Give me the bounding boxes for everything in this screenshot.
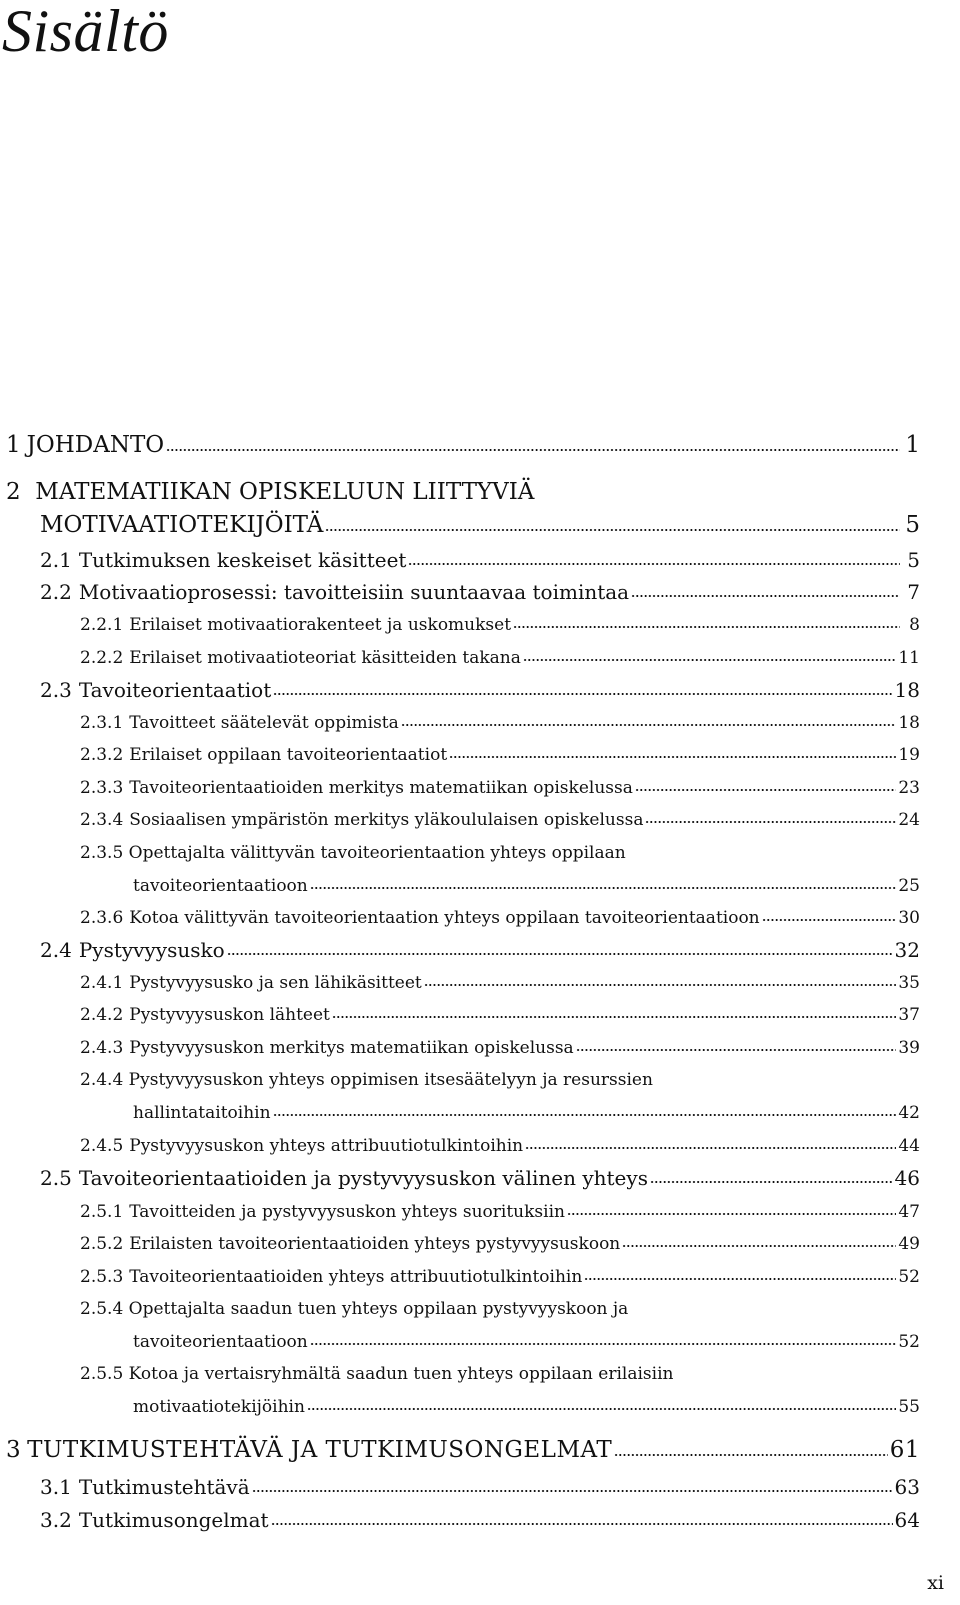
toc-entry-page: 42 (898, 1103, 920, 1123)
toc-entry-page: 55 (898, 1397, 920, 1417)
toc-entry-title: Pystyvyysuskon lähteet (129, 1005, 330, 1025)
toc-entry-title: hallintataitoihin (133, 1103, 271, 1123)
toc-entry-page: 64 (894, 1508, 920, 1532)
dot-leader (622, 1242, 896, 1250)
toc-entry-title: Kotoa välittyvän tavoiteorientaation yhteys oppilaan tavoiteorientaatioon (129, 908, 760, 928)
toc-entry-page: 46 (894, 1166, 920, 1190)
toc-entry-title: Tavoiteorientaatioiden yhteys attribuutiotulkintoihin (129, 1267, 583, 1287)
toc-entry-title: tavoiteorientaatioon (133, 876, 308, 896)
toc-entry-title: Tutkimustehtävä (78, 1475, 250, 1499)
toc-entry-2-4-4-line1 (80, 1070, 653, 1090)
toc-entry-page: 61 (889, 1437, 920, 1463)
toc-entry-number: 2.2.2 (80, 648, 124, 668)
toc-entry-number: 2.5.1 (80, 1202, 124, 1222)
dot-leader (513, 623, 900, 631)
dot-leader (332, 1013, 896, 1021)
toc-entry-page: 5 (907, 548, 920, 572)
toc-entry-page: 1 (905, 432, 920, 458)
toc-entry-title-line1: Kotoa ja vertaisryhmältä saadun tuen yhteys oppilaan erilaisiin (128, 1364, 674, 1384)
toc-entry-2-3-3[interactable] (80, 778, 920, 798)
toc-entry-title: Pystyvyysuskon yhteys attribuutiotulkintoihin (129, 1136, 524, 1156)
toc-entry-title: Tavoiteorientaatioiden merkitys matematiikan opiskelussa (129, 778, 633, 798)
toc-entry-title: Tavoitteet säätelevät oppimista (129, 713, 399, 733)
toc-entry-page: 24 (898, 810, 920, 830)
toc-entry-2-5[interactable] (40, 1166, 920, 1190)
toc-entry-page: 39 (898, 1038, 920, 1058)
toc-entry-page: 25 (898, 876, 920, 896)
toc-entry-page: 19 (898, 745, 920, 765)
toc-entry-2-2-2[interactable] (80, 648, 920, 668)
toc-entry-title: Tutkimuksen keskeiset käsitteet (78, 548, 407, 572)
dot-leader (166, 446, 900, 454)
toc-entry-2-3-4[interactable] (80, 810, 920, 830)
toc-entry-title: Erilaiset oppilaan tavoiteorientaatiot (129, 745, 448, 765)
toc-entry-number: 2.4.5 (80, 1136, 124, 1156)
toc-entry-2-5-5[interactable] (133, 1397, 920, 1417)
toc-entry-title: Sosiaalisen ympäristön merkitys yläkoululaisen opiskelussa (129, 810, 644, 830)
toc-entry-page: 35 (898, 973, 920, 993)
toc-entry-number: 2.4.3 (80, 1038, 124, 1058)
toc-entry-title: Tavoiteorientaatiot (78, 678, 272, 702)
toc-entry-title: Tavoitteiden ja pystyvyysuskon yhteys suorituksiin (129, 1202, 565, 1222)
toc-entry-2-4-2[interactable] (80, 1005, 920, 1025)
toc-entry-3[interactable] (6, 1437, 920, 1463)
toc-entry-2-5-5-line1 (80, 1364, 673, 1384)
toc-entry-title: Erilaiset motivaatioteoriat käsitteiden takana (129, 648, 521, 668)
dot-leader (525, 1144, 896, 1152)
dot-leader (227, 950, 893, 958)
dot-leader (307, 1405, 896, 1413)
toc-entry-page: 37 (898, 1005, 920, 1025)
toc-entry-number: 2.5.3 (80, 1267, 124, 1287)
toc-entry-page: 30 (898, 908, 920, 928)
toc-entry-2-3[interactable] (40, 678, 920, 702)
toc-entry-page: 52 (898, 1267, 920, 1287)
dot-leader (567, 1210, 896, 1218)
toc-entry-page: 8 (909, 615, 920, 635)
toc-entry-1[interactable] (6, 432, 920, 458)
toc-entry-2-3-5-line1 (80, 843, 626, 863)
dot-leader (650, 1178, 893, 1186)
toc-entry-title-line1: Opettajalta välittyvän tavoiteorientaation yhteys oppilaan (128, 843, 626, 863)
toc-entry-page: 7 (907, 580, 920, 604)
toc-entry-title: Pystyvyysusko ja sen lähikäsitteet (129, 973, 422, 993)
toc-entry-title: TUTKIMUSTEHTÄVÄ JA TUTKIMUSONGELMAT (27, 1437, 613, 1463)
toc-entry-2-5-1[interactable] (80, 1202, 920, 1222)
toc-entry-title: JOHDANTO (26, 432, 165, 458)
dot-leader (310, 1340, 897, 1348)
toc-entry-2-4[interactable] (40, 938, 920, 962)
toc-entry-page: 11 (898, 648, 920, 668)
dot-leader (273, 1111, 897, 1119)
toc-entry-number: 2.3.2 (80, 745, 124, 765)
toc-entry-title: Tutkimusongelmat (78, 1508, 269, 1532)
toc-entry-number: 2.3 (40, 678, 72, 702)
toc-entry-2-5-3[interactable] (80, 1267, 920, 1287)
dot-leader (310, 884, 897, 892)
toc-entry-number: 2.4 (40, 938, 72, 962)
dot-leader (449, 753, 896, 761)
toc-entry-title: Motivaatioprosessi: tavoitteisiin suuntaavaa toimintaa (78, 580, 630, 604)
toc-entry-title-line1: Pystyvyysuskon yhteys oppimisen itsesäätelyyn ja resurssien (128, 1070, 653, 1090)
toc-entry-page: 18 (898, 713, 920, 733)
toc-entry-number: 3.2 (40, 1508, 72, 1532)
toc-entry-number: 2.5.2 (80, 1234, 124, 1254)
toc-entry-2-5-4[interactable] (133, 1332, 920, 1352)
dot-leader (635, 786, 897, 794)
dot-leader (273, 690, 892, 698)
toc-entry-number: 2.2 (40, 580, 72, 604)
toc-entry-page: 47 (898, 1202, 920, 1222)
toc-entry-number: 2.3.4 (80, 810, 124, 830)
toc-entry-2-line1 (6, 479, 534, 505)
dot-leader (631, 592, 900, 600)
page-title: Sisältö (2, 0, 169, 64)
toc-entry-3-2[interactable] (40, 1508, 920, 1532)
toc-entry-page: 52 (898, 1332, 920, 1352)
toc-entry-2-4-3[interactable] (80, 1038, 920, 1058)
dot-leader (252, 1487, 893, 1495)
toc-entry-number: 2.5.4 (80, 1299, 124, 1319)
toc-entry-2-2-1[interactable] (80, 615, 920, 635)
toc-entry-number: 2.5 (40, 1166, 72, 1190)
toc-entry-2-4-4[interactable] (133, 1103, 920, 1123)
dot-leader (408, 560, 900, 568)
toc-entry-number: 2.5.5 (80, 1364, 124, 1384)
dot-leader (645, 818, 896, 826)
toc-entry-page: 49 (898, 1234, 920, 1254)
dot-leader (584, 1275, 896, 1283)
toc-entry-3-1[interactable] (40, 1475, 920, 1499)
toc-entry-number: 2.3.6 (80, 908, 124, 928)
toc-entry-number: 2.3.5 (80, 843, 124, 863)
toc-entry-title: Erilaisten tavoiteorientaatioiden yhteys pystyvyysuskoon (129, 1234, 621, 1254)
page-number: xi (927, 1572, 944, 1594)
dot-leader (614, 1451, 888, 1459)
toc-entry-2-2[interactable] (40, 580, 920, 604)
toc-entry-2-4-5[interactable] (80, 1136, 920, 1156)
dot-leader (424, 981, 897, 989)
toc-entry-title: Erilaiset motivaatiorakenteet ja uskomukset (129, 615, 512, 635)
toc-entry-title: Pystyvyysuskon merkitys matematiikan opiskelussa (129, 1038, 574, 1058)
dot-leader (401, 721, 897, 729)
dot-leader (523, 656, 896, 664)
toc-entry-page: 63 (894, 1475, 920, 1499)
toc-entry-title: motivaatiotekijöihin (133, 1397, 305, 1417)
dot-leader (325, 526, 900, 534)
toc-entry-number: 2.2.1 (80, 615, 124, 635)
toc-entry-2-1[interactable] (40, 548, 920, 572)
dot-leader (271, 1520, 893, 1528)
toc-entry-page: 18 (894, 678, 920, 702)
toc-entry-page: 23 (898, 778, 920, 798)
toc-entry-2-3-6[interactable] (80, 908, 920, 928)
toc-entry-title: Tavoiteorientaatioiden ja pystyvyysuskon välinen yhteys (78, 1166, 648, 1190)
toc-entry-number: 1 (6, 432, 21, 458)
toc-entry-number: 2 (6, 479, 21, 505)
toc-entry-2-5-4-line1 (80, 1299, 628, 1319)
toc-entry-number: 2.4.1 (80, 973, 124, 993)
dot-leader (762, 916, 897, 924)
toc-entry-number: 2.4.4 (80, 1070, 124, 1090)
toc-entry-number: 2.3.1 (80, 713, 124, 733)
toc-entry-number: 2.4.2 (80, 1005, 124, 1025)
toc-entry-title-line1: MATEMATIIKAN OPISKELUUN LIITTYVIÄ (35, 479, 535, 505)
toc-entry-number: 2.3.3 (80, 778, 124, 798)
toc-entry-2-3-1[interactable] (80, 713, 920, 733)
toc-entry-title: Pystyvyysusko (78, 938, 225, 962)
toc-entry-2-4-1[interactable] (80, 973, 920, 993)
toc-entry-2-3-2[interactable] (80, 745, 920, 765)
toc-entry-number: 2.1 (40, 548, 72, 572)
toc-entry-title: MOTIVAATIOTEKIJÖITÄ (40, 512, 324, 538)
toc-entry-number: 3 (6, 1437, 22, 1463)
toc-entry-page: 44 (898, 1136, 920, 1156)
toc-entry-page: 5 (905, 512, 920, 538)
toc-entry-title: tavoiteorientaatioon (133, 1332, 308, 1352)
dot-leader (576, 1046, 897, 1054)
toc-entry-number: 3.1 (40, 1475, 72, 1499)
toc-entry-2[interactable] (40, 512, 920, 538)
toc-entry-2-5-2[interactable] (80, 1234, 920, 1254)
toc-entry-page: 32 (894, 938, 920, 962)
toc-entry-title-line1: Opettajalta saadun tuen yhteys oppilaan pystyvyyskoon ja (128, 1299, 629, 1319)
toc-entry-2-3-5[interactable] (133, 876, 920, 896)
